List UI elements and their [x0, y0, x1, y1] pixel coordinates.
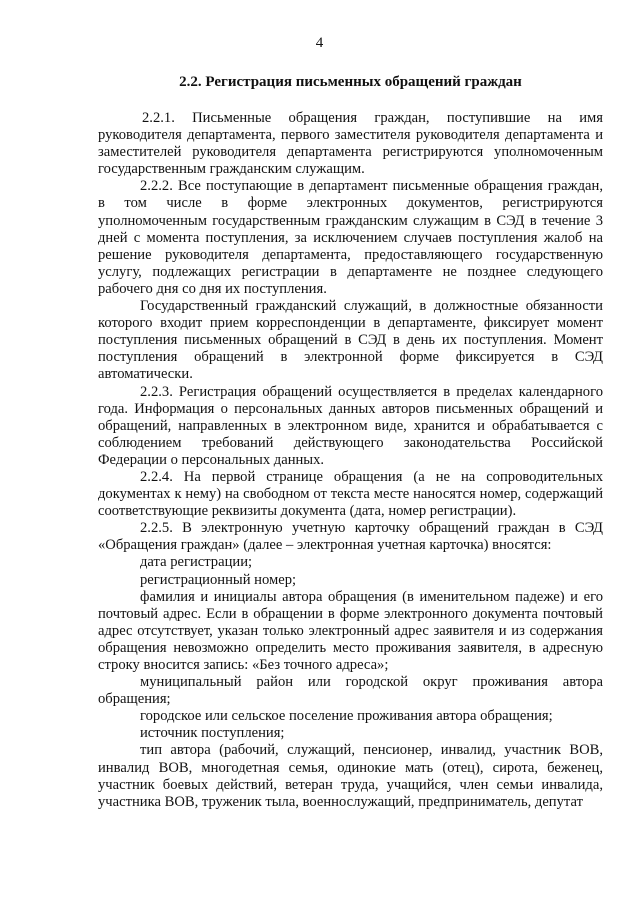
- document-body: [98, 110, 603, 811]
- list-item-author-name-address: фамилия и инициалы автора обращения (в именительном падеже) и его почтовый адрес. Если в обращении в форме электронного документа почтовый адрес отсутствует, указан только электронный адрес заявителя и из содержания обращения невозможно определить место проживания заявителя, в адресную строку вносится запись: «Без точного адреса»;: [98, 588, 603, 673]
- list-item-source: источник поступления;: [140, 725, 285, 742]
- list-item-registration-date: дата регистрации;: [140, 554, 253, 571]
- paragraph-2-2-1: 2.2.1. Письменные обращения граждан, поступившие на имя руководителя департамента, первого заместителя руководителя департамента и заместителей руководителя департамента регистрируются уполномоченным государственным гражданским служащим.: [98, 110, 603, 178]
- section-heading: 2.2. Регистрация письменных обращений граждан: [179, 74, 522, 90]
- paragraph-2-2-3: 2.2.3. Регистрация обращений осуществляется в пределах календарного года. Информация о персональных данных авторов письменных обращений и обращений, направленных в электронном виде, хранится и обрабатывается с соблюдением требований действующего законодательства Российской Федерации о персональных данных.: [98, 383, 603, 468]
- paragraph-2-2-5: 2.2.5. В электронную учетную карточку обращений граждан в СЭД «Обращения граждан» (далее – электронная учетная карточка) вносятся:: [98, 520, 603, 554]
- paragraph-2-2-2: 2.2.2. Все поступающие в департамент письменные обращения граждан, в том числе в форме электронных документов, регистрируются уполномоченным государственным гражданским служащим в СЭД в течение 3 дней с момента поступления, за исключением случаев поступления жалоб на решение руководителя департамента, предоставляющего государственную услугу, подлежащих регистрации в департаменте не позднее следующего рабочего дня со дня их поступления.: [98, 178, 603, 297]
- list-item-settlement: городское или сельское поселение проживания автора обращения;: [140, 708, 553, 725]
- list-item-registration-number: регистрационный номер;: [140, 571, 297, 588]
- list-item-municipal-district: муниципальный район или городской округ проживания автора обращения;: [98, 674, 603, 708]
- page-number: 4: [315, 35, 324, 51]
- list-item-author-type: тип автора (рабочий, служащий, пенсионер, инвалид, участник ВОВ, инвалид ВОВ, многодетная семья, одинокие мать (отец), сирота, беженец, участник боевых действий, ветеран труда, учащийся, член семьи инвалида, участника ВОВ, труженик тыла, военнослужащий, предприниматель, депутат: [98, 742, 603, 810]
- paragraph-2-2-4: 2.2.4. На первой странице обращения (а не на сопроводительных документах к нему) на свободном от текста месте наносятся номер, содержащий соответствующие реквизиты документа (дата, номер регистрации).: [98, 468, 603, 520]
- paragraph-civil-servant: Государственный гражданский служащий, в должностные обязанности которого входит прием корреспонденции в департаменте, фиксирует момент поступления письменных обращений в СЭД в день их поступления. Момент поступления обращений в электронной форме фиксируется в СЭД автоматически.: [98, 298, 603, 383]
